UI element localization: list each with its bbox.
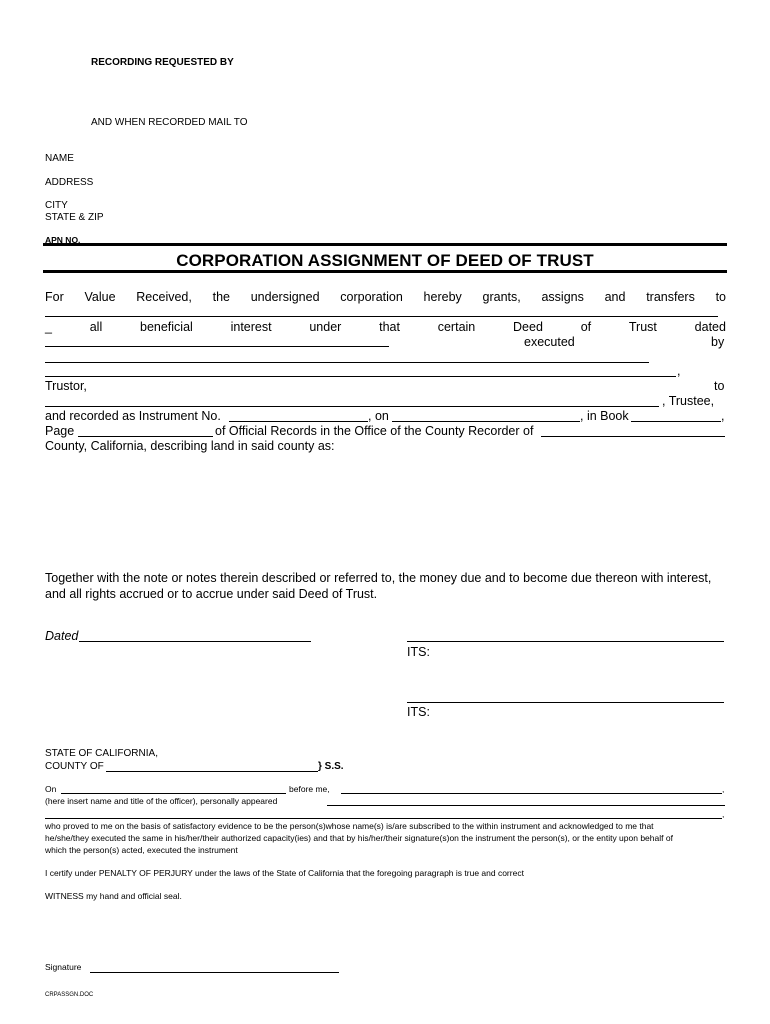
word: certain [437,320,476,334]
word: Received, [136,290,192,304]
word: _ [45,320,52,334]
its-label-2: ITS: [407,705,430,719]
city-label: CITY [45,200,68,211]
notary-date-field[interactable] [61,793,286,794]
word: transfers [646,290,695,304]
comma-text: , [722,809,725,819]
title-bottom-rule [43,270,727,273]
trustor-text: Trustor, [45,379,87,393]
word: dated [694,320,726,334]
instrument-no-text: and recorded as Instrument No. [45,409,221,423]
signature-field[interactable] [90,972,339,973]
word: Deed [513,320,543,334]
word: beneficial [140,320,193,334]
word: of [580,320,592,334]
assignee-field[interactable] [45,316,718,317]
signature-label: Signature [45,962,82,972]
page-field[interactable] [78,436,213,437]
word: Trust [628,320,657,334]
apn-label: APN NO. [45,235,81,245]
book-field[interactable] [631,421,721,422]
signer-2-field[interactable] [407,702,724,703]
word: interest [230,320,272,334]
appeared-continued-field[interactable] [45,818,722,819]
state-zip-label: STATE & ZIP [45,212,104,223]
word: assigns [541,290,584,304]
trustor-field[interactable] [45,376,676,377]
trustee-text: , Trustee, [662,394,715,408]
word: that [379,320,400,334]
instrument-no-field[interactable] [229,421,368,422]
word: For [45,290,64,304]
in-book-text: , in Book [580,409,629,423]
comma-text: , [677,364,681,378]
state-of-california: STATE OF CALIFORNIA, [45,748,158,759]
address-label: ADDRESS [45,177,94,188]
when-recorded-mail-to: AND WHEN RECORDED MAIL TO [91,117,248,128]
certify-statement: I certify under PENALTY OF PERJURY under the laws of the State of California that the foregoing paragraph is true and correct [45,868,524,878]
officer-name-field[interactable] [341,793,722,794]
name-label: NAME [45,153,74,164]
date-field[interactable] [45,346,389,347]
body-line-1 [45,290,726,304]
word: the [212,290,230,304]
county-recorder-field[interactable] [541,436,725,437]
title-top-rule [43,243,727,246]
personally-appeared-field[interactable] [327,805,725,806]
witness-statement: WITNESS my hand and official seal. [45,891,182,901]
word: Value [84,290,116,304]
comma-text: , [722,784,725,794]
on-label: On [45,784,57,794]
trustee-field[interactable] [45,406,659,407]
dated-field[interactable] [79,641,311,642]
county-of-field[interactable] [106,771,318,772]
signer-1-field[interactable] [407,641,724,642]
word: under [309,320,342,334]
executed-text: executed [524,335,575,349]
before-me-label: before me, [289,784,330,794]
comma-text: , [721,409,725,423]
word: to [715,290,726,304]
word: all [89,320,103,334]
word: hereby [423,290,462,304]
executed-by-field[interactable] [45,362,649,363]
word: and [604,290,626,304]
insert-name-label: (here insert name and title of the officer), personally appeared [45,796,278,806]
by-text: by [711,335,725,349]
doc-code: CRPASSGN.DOC [45,992,94,998]
county-of-label: COUNTY OF [45,761,104,772]
county-describing-text: County, California, describing land in said county as: [45,439,335,453]
its-label-1: ITS: [407,645,430,659]
page-text: Page [45,424,75,438]
on-text: , on [368,409,389,423]
document-title: CORPORATION ASSIGNMENT OF DEED OF TRUST [176,251,594,270]
word: grants, [482,290,521,304]
official-records-text: of Official Records in the Office of the County Recorder of [215,424,534,438]
ss-label: } S.S. [318,761,344,772]
body-line-2 [45,320,726,334]
recorded-date-field[interactable] [392,421,580,422]
word: corporation [340,290,403,304]
together-with-paragraph: Together with the note or notes therein described or referred to, the money due and to become due thereon with interest, and all rights accrued or to accrue under said Deed of Trust. [45,571,712,601]
who-proved-paragraph: who proved to me on the basis of satisfactory evidence to be the person(s)whose name(s) is/are subscribed to the within instrument and acknowledged to me that he/she/they executed the same in his/her/their authorized capacity(ies) and that by his/her/their signature(s)on the instrument the person(s), or the entity upon behalf of which the person(s) acted, executed the instrument [45,821,673,855]
to-text: to [714,379,725,393]
dated-label: Dated [45,629,79,643]
word: undersigned [250,290,320,304]
recording-requested-by: RECORDING REQUESTED BY [91,57,234,68]
